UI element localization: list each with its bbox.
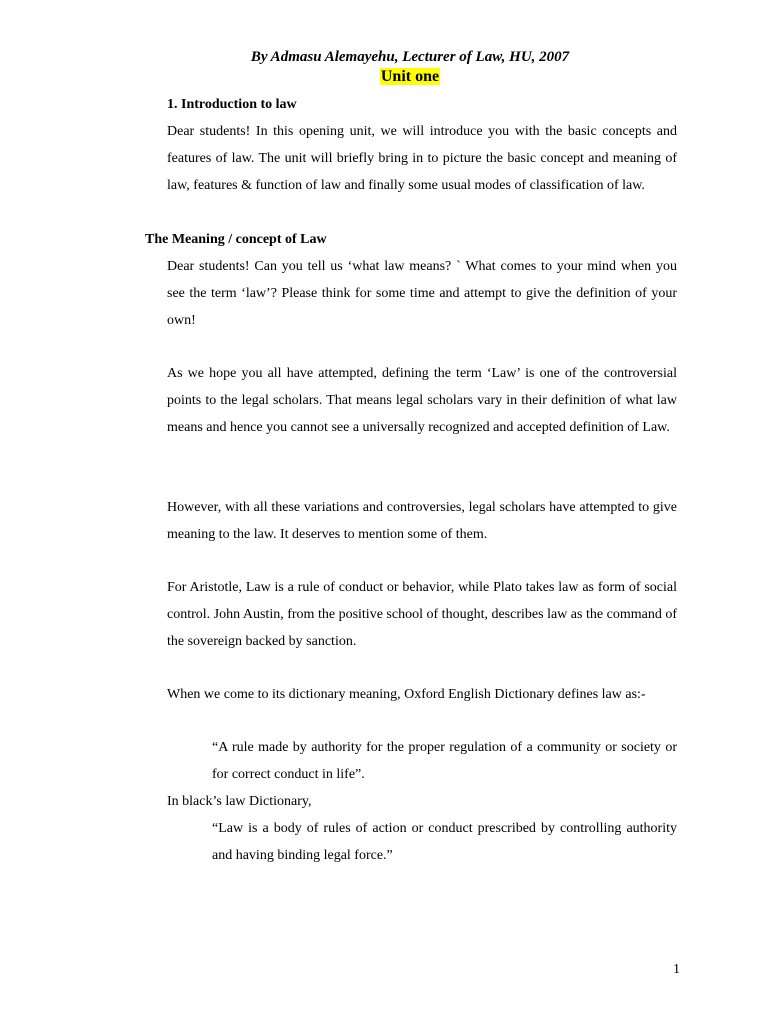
blacks-quote: “Law is a body of rules of action or conduct prescribed by controlling authority and having binding legal force.” <box>212 821 677 863</box>
paragraph-dear-students: Dear students! Can you tell us ‘what law means? ` What comes to your mind when you see the term ‘law’? Please think for some time and attempt to give the definition of your own! <box>167 259 677 328</box>
page-number: 1 <box>673 962 680 977</box>
unit-title-wrapper <box>0 67 768 87</box>
oxford-quote: “A rule made by authority for the proper regulation of a community or society or for correct conduct in life”. <box>212 740 677 782</box>
section-heading-meaning: The Meaning / concept of Law <box>145 232 327 247</box>
paragraph-controversial: As we hope you all have attempted, defining the term ‘Law’ is one of the controversial points to the legal scholars. That means legal scholars vary in their definition of what law means and hence you cannot see a universally recognized and accepted definition of Law. <box>167 366 677 435</box>
author-line: By Admasu Alemayehu, Lecturer of Law, HU, 2007 <box>250 49 570 65</box>
intro-paragraph: Dear students! In this opening unit, we will introduce you with the basic concepts and features of law. The unit will briefly bring in to picture the basic concept and meaning of law, features & function of law and finally some usual modes of classification of law. <box>167 124 677 193</box>
paragraph-aristotle: For Aristotle, Law is a rule of conduct or behavior, while Plato takes law as form of social control. John Austin, from the positive school of thought, describes law as the command of the sovereign backed by sanction. <box>167 580 677 649</box>
blacks-intro: In black’s law Dictionary, <box>167 794 312 809</box>
section-heading-introduction: 1. Introduction to law <box>167 97 297 112</box>
paragraph-dictionary: When we come to its dictionary meaning, Oxford English Dictionary defines law as:- <box>167 687 646 702</box>
unit-title: Unit one <box>380 68 440 85</box>
paragraph-variations: However, with all these variations and controversies, legal scholars have attempted to give meaning to the law. It deserves to mention some of them. <box>167 500 677 542</box>
